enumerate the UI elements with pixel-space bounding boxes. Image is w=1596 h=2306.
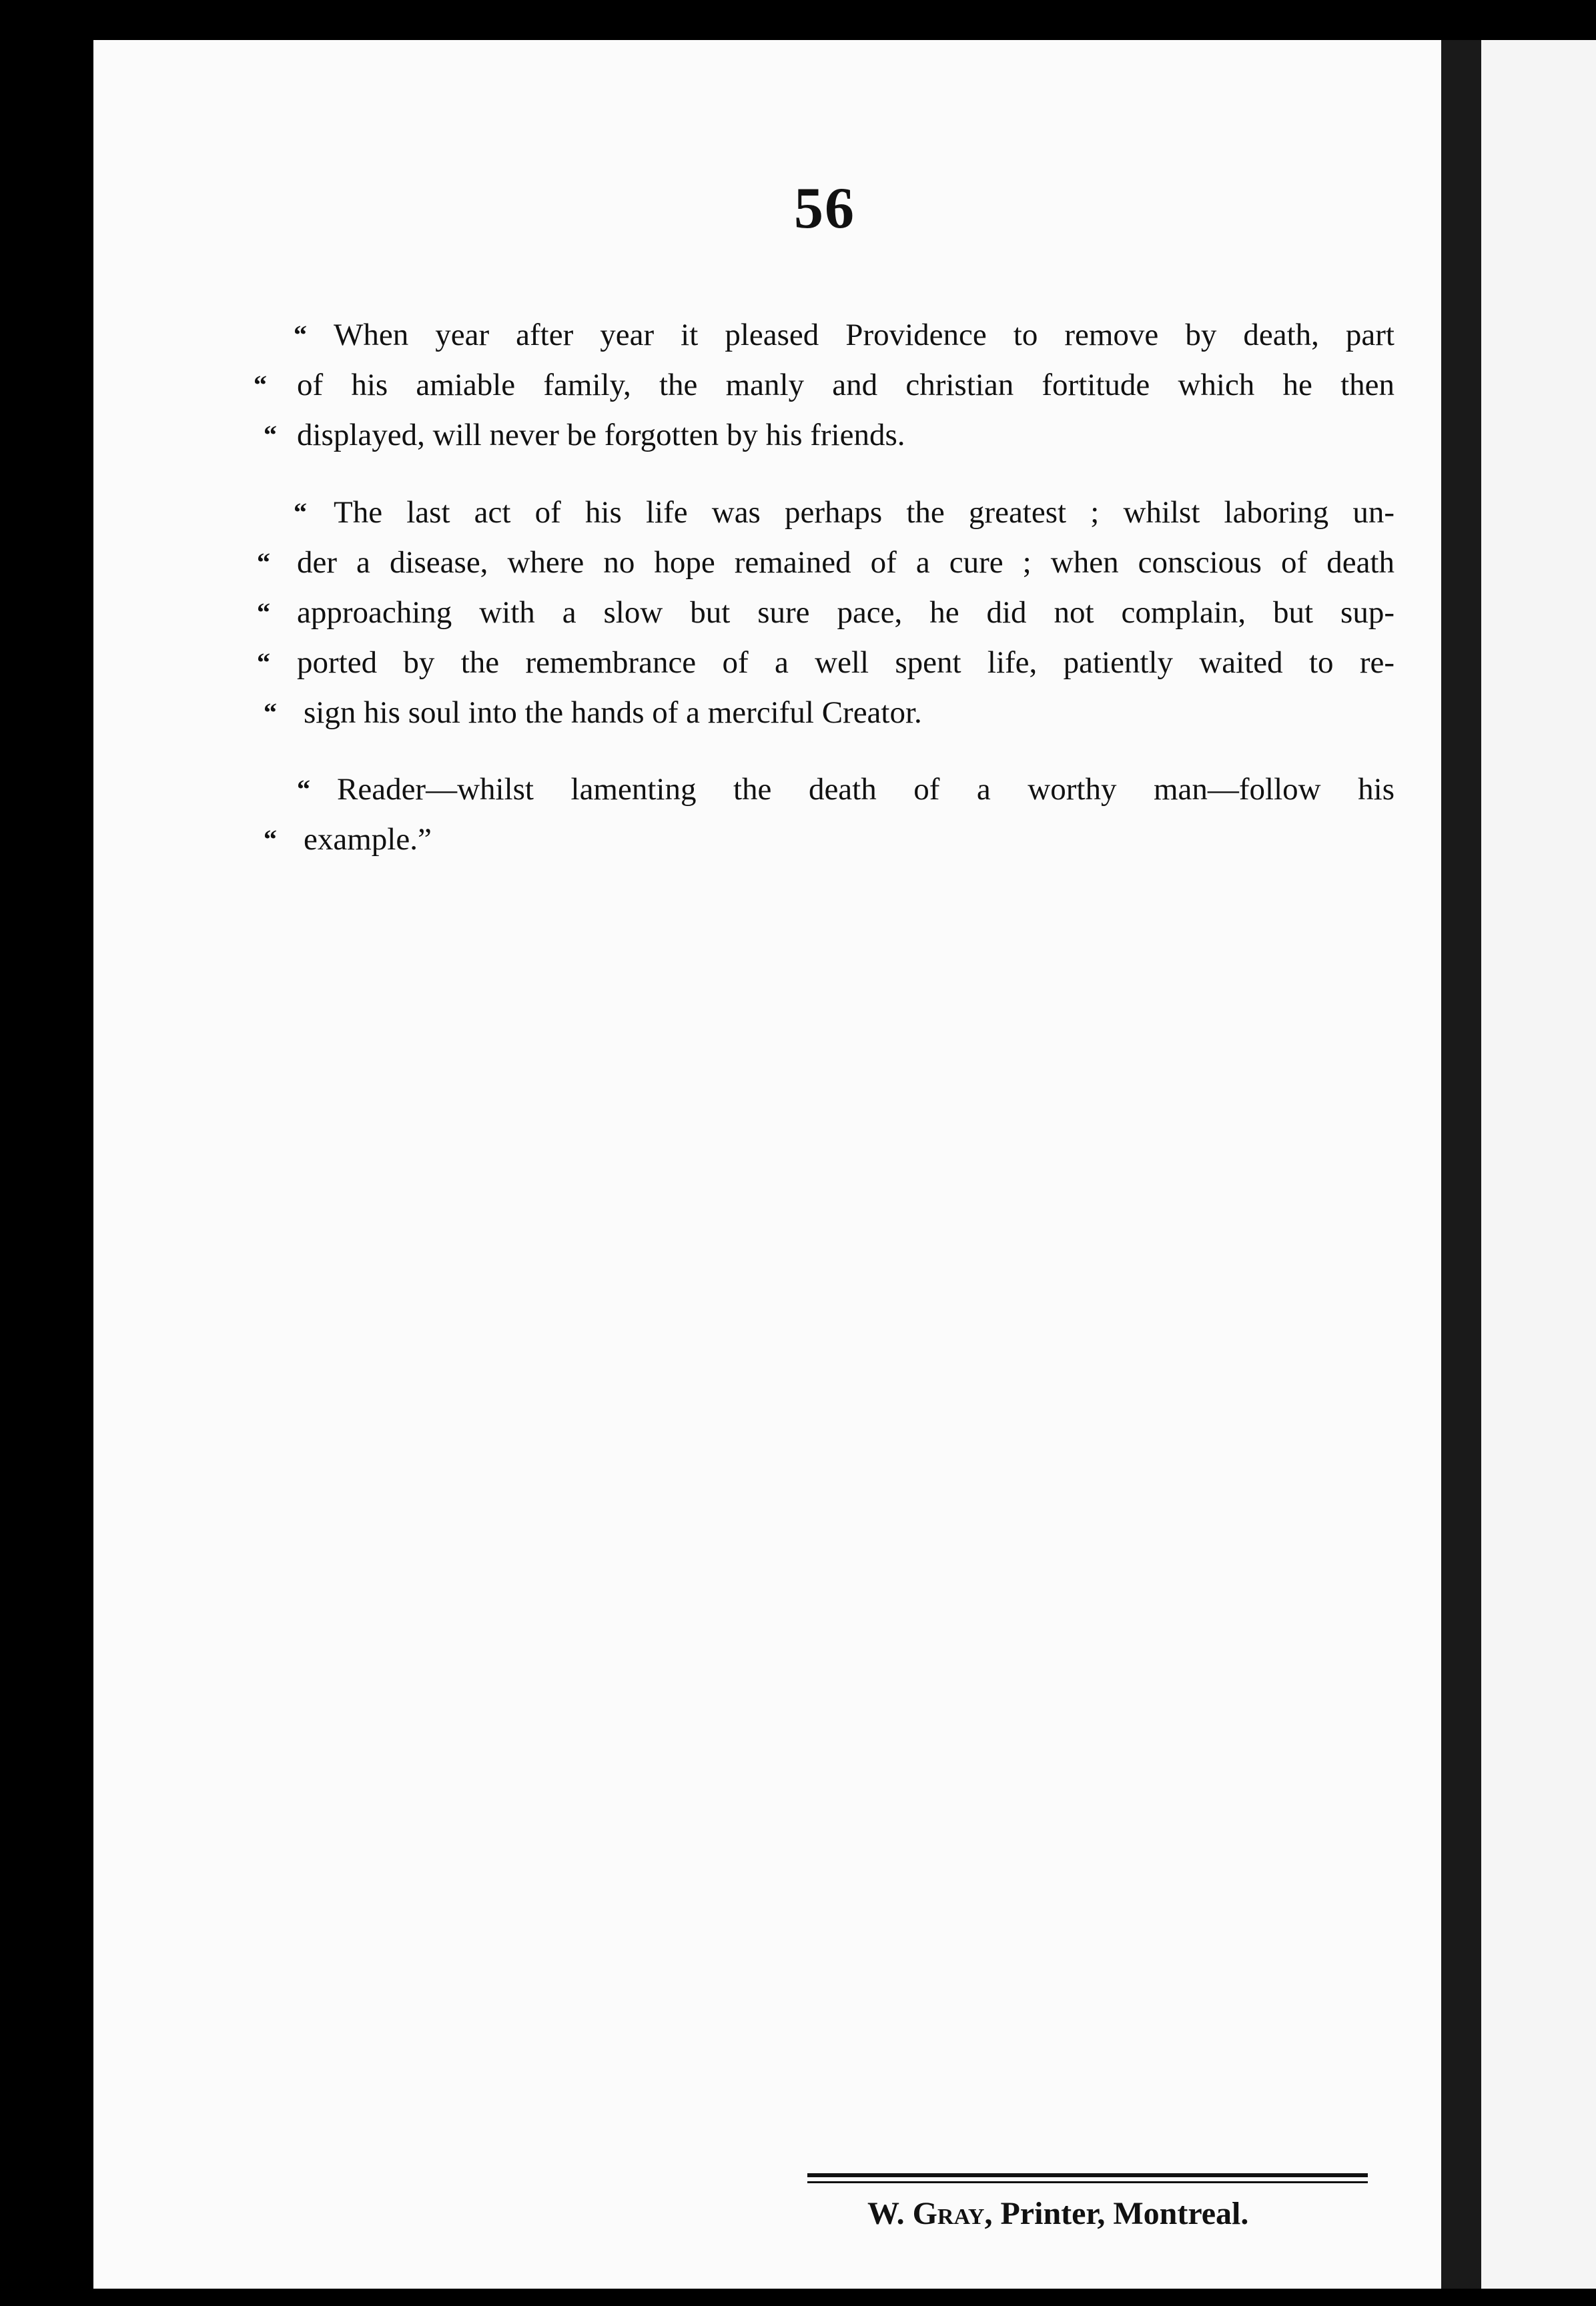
imprint-initial: W. xyxy=(867,2196,905,2231)
paragraph-1-line-2: of his amiable family, the manly and christian fortitude which he then xyxy=(297,368,1394,402)
quote-mark: “ xyxy=(257,647,270,677)
page-gutter-shadow xyxy=(1441,40,1481,2289)
quote-mark: “ xyxy=(294,497,307,527)
quote-mark: “ xyxy=(294,320,307,350)
paragraph-2-line-4: ported by the remembrance of a well spent life, patiently waited to re- xyxy=(297,645,1394,680)
quote-mark: “ xyxy=(264,697,277,727)
page-number: 56 xyxy=(794,176,855,241)
quote-mark: “ xyxy=(254,370,267,400)
quote-mark: “ xyxy=(264,420,277,450)
paragraph-2-line-5: sign his soul into the hands of a merciful Creator. xyxy=(304,695,922,730)
quote-mark: “ xyxy=(257,597,270,627)
printer-imprint xyxy=(867,2195,1248,2232)
paragraph-1-line-3: displayed, will never be forgotten by his friends. xyxy=(297,418,905,452)
paragraph-2-line-3: approaching with a slow but sure pace, he did not complain, but sup- xyxy=(297,595,1394,630)
adjacent-page-edge xyxy=(1481,40,1596,2289)
paragraph-3-line-1: Reader—whilst lamenting the death of a worthy man—follow his xyxy=(337,772,1394,807)
quote-mark: “ xyxy=(297,774,310,804)
quote-mark: “ xyxy=(264,824,277,854)
imprint-printer-name: Gray xyxy=(912,2196,985,2231)
imprint-rest: , Printer, Montreal. xyxy=(984,2196,1249,2231)
imprint-rule-thin xyxy=(807,2181,1368,2183)
paragraph-2-line-1: The last act of his life was perhaps the greatest ; whilst laboring un- xyxy=(334,495,1394,530)
paragraph-2-line-2: der a disease, where no hope remained of a cure ; when conscious of death xyxy=(297,545,1394,580)
paragraph-3-line-2: example.” xyxy=(304,822,432,857)
quote-mark: “ xyxy=(257,547,270,577)
paragraph-1-line-1: When year after year it pleased Providence to remove by death, part xyxy=(334,318,1394,352)
imprint-rule xyxy=(807,2173,1368,2177)
